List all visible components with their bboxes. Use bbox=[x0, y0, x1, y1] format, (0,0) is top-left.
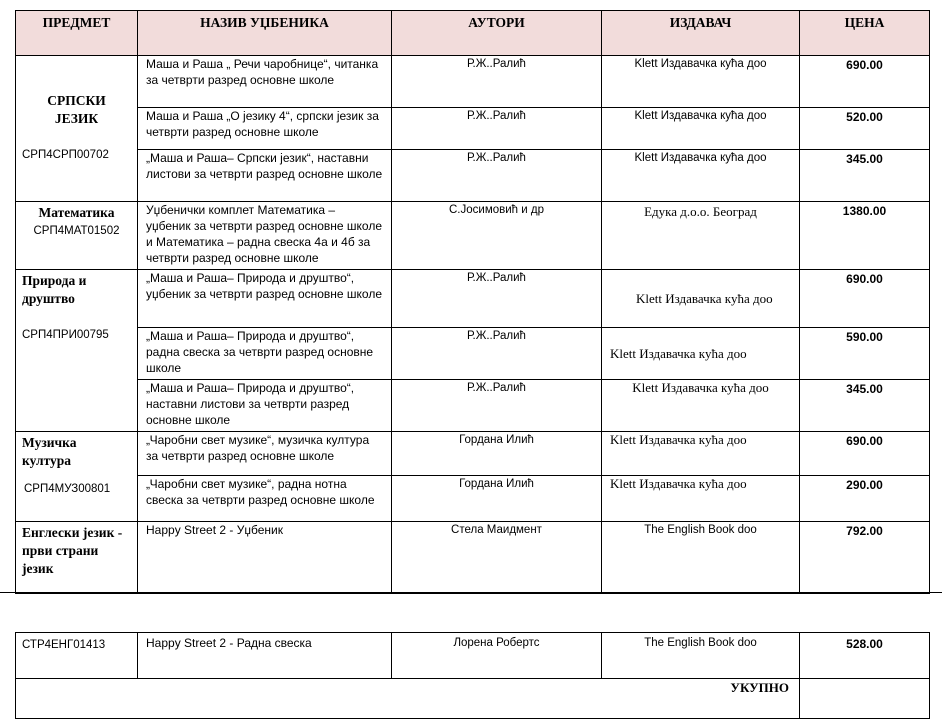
textbook-price-table-continued bbox=[15, 632, 930, 719]
book-price: 792.00 bbox=[800, 522, 930, 594]
table-row bbox=[16, 56, 930, 108]
book-price: 690.00 bbox=[800, 432, 930, 476]
header-title: НАЗИВ УЏБЕНИКА bbox=[138, 11, 392, 56]
subject-code: СРП4МУЗ00801 bbox=[24, 483, 111, 495]
book-title: Happy Street 2 - Уџбеник bbox=[138, 522, 392, 594]
book-authors: Лорена Робертс bbox=[392, 633, 602, 679]
book-price: 345.00 bbox=[800, 150, 930, 202]
header-authors: АУТОРИ bbox=[392, 11, 602, 56]
subject-cell bbox=[16, 432, 138, 522]
book-title: „Маша и Раша– Српски језик“, наставни листови за четврти разред основне школе bbox=[138, 150, 392, 202]
book-authors: Гордана Илић bbox=[392, 432, 602, 476]
page-break-line bbox=[0, 592, 942, 593]
book-title: „Маша и Раша– Природа и друштво“, радна свеска за четврти разред основне школе bbox=[138, 328, 392, 380]
subject-name: Природа и друштво bbox=[22, 273, 87, 306]
book-publisher: Едука д.о.о. Београд bbox=[602, 202, 800, 270]
subject-code: СРП4МАТ01502 bbox=[33, 225, 120, 237]
book-title: „Чаробни свет музике“, музичка култура за четврти разред основне школе bbox=[138, 432, 392, 476]
book-publisher: Klett Издавачка кућа доо bbox=[602, 56, 800, 108]
book-publisher: The English Book doo bbox=[602, 522, 800, 594]
textbook-price-table bbox=[15, 10, 930, 594]
header-publisher: ИЗДАВАЧ bbox=[602, 11, 800, 56]
book-title: Маша и Раша „О језику 4“, српски језик за четврти разред основне школе bbox=[138, 108, 392, 150]
book-authors: Р.Ж..Ралић bbox=[392, 108, 602, 150]
book-title: Маша и Раша „ Речи чаробнице“, читанка за четврти разред основне школе bbox=[138, 56, 392, 108]
subject-code: СРП4СРП00702 bbox=[22, 149, 109, 161]
book-publisher: Klett Издавачка кућа доо bbox=[602, 270, 800, 328]
book-price: 690.00 bbox=[800, 56, 930, 108]
book-price: 290.00 bbox=[800, 476, 930, 522]
book-publisher: Klett Издавачка кућа доо bbox=[602, 328, 800, 380]
subject-name: Математика bbox=[38, 205, 115, 220]
book-price: 528.00 bbox=[800, 633, 930, 679]
table-row bbox=[16, 150, 930, 202]
book-publisher: The English Book doo bbox=[602, 633, 800, 679]
book-authors: Стела Маидмент bbox=[392, 522, 602, 594]
book-authors: С.Јосимовић и др bbox=[392, 202, 602, 270]
subject-cell bbox=[16, 270, 138, 432]
book-authors: Р.Ж..Ралић bbox=[392, 56, 602, 108]
book-publisher: Klett Издавачка кућа доо bbox=[602, 150, 800, 202]
book-price: 1380.00 bbox=[800, 202, 930, 270]
subject-code: СРП4ПРИ00795 bbox=[22, 329, 109, 341]
book-title: „Маша и Раша– Природа и друштво“, наставни листови за четврти разред основне школе bbox=[138, 380, 392, 432]
book-title: „Чаробни свет музике“, радна нотна свеска за четврти разред основне школе bbox=[138, 476, 392, 522]
book-price: 345.00 bbox=[800, 380, 930, 432]
book-publisher: Klett Издавачка кућа доо bbox=[602, 476, 800, 522]
table-row bbox=[16, 476, 930, 522]
table-row bbox=[16, 633, 930, 679]
book-publisher: Klett Издавачка кућа доо bbox=[602, 380, 800, 432]
subject-cell bbox=[16, 56, 138, 202]
table-row bbox=[16, 522, 930, 594]
table-row bbox=[16, 202, 930, 270]
book-price: 520.00 bbox=[800, 108, 930, 150]
header-price: ЦЕНА bbox=[800, 11, 930, 56]
subject-name: Енглески језик - први страни језик bbox=[22, 525, 123, 576]
book-authors: Р.Ж..Ралић bbox=[392, 328, 602, 380]
total-value bbox=[800, 679, 930, 719]
table-row bbox=[16, 270, 930, 328]
book-title: Уџбенички комплет Математика – уџбеник за четврти разред основне школе и Математика – радна свеска 4а и 4б за четврти разред основне школе bbox=[138, 202, 392, 270]
table-row bbox=[16, 328, 930, 380]
table-row bbox=[16, 108, 930, 150]
subject-name: СРПСКИ ЈЕЗИК bbox=[47, 93, 106, 126]
table-row bbox=[16, 380, 930, 432]
subject-cell bbox=[16, 202, 138, 270]
total-row bbox=[16, 679, 930, 719]
book-price: 590.00 bbox=[800, 328, 930, 380]
book-price: 690.00 bbox=[800, 270, 930, 328]
book-publisher: Klett Издавачка кућа доо bbox=[602, 108, 800, 150]
subject-code: СТР4ЕНГ01413 bbox=[16, 633, 138, 679]
book-authors: Р.Ж..Ралић bbox=[392, 270, 602, 328]
book-authors: Р.Ж..Ралић bbox=[392, 380, 602, 432]
book-authors: Гордана Илић bbox=[392, 476, 602, 522]
header-row bbox=[16, 11, 930, 56]
book-title: „Маша и Раша– Природа и друштво“, уџбеник за четврти разред основне школе bbox=[138, 270, 392, 328]
header-subject: ПРЕДМЕТ bbox=[16, 11, 138, 56]
table-row bbox=[16, 432, 930, 476]
subject-name: Музичка култура bbox=[22, 435, 77, 468]
total-label: УКУПНО bbox=[16, 679, 800, 719]
book-title: Happy Street 2 - Радна свеска bbox=[138, 633, 392, 679]
subject-cell bbox=[16, 522, 138, 594]
book-publisher: Klett Издавачка кућа доо bbox=[602, 432, 800, 476]
book-authors: Р.Ж..Ралић bbox=[392, 150, 602, 202]
